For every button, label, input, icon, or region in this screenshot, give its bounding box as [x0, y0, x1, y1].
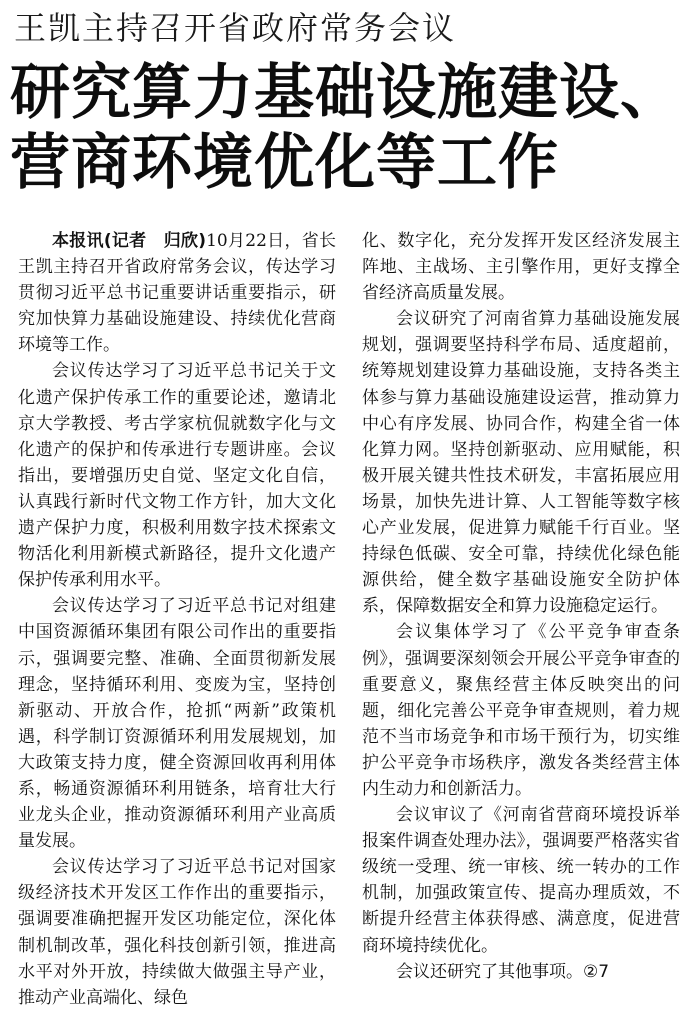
subheadline: 王凯主持召开省政府常务会议 — [14, 9, 457, 47]
paragraph-fair-competition: 会议集体学习了《公平竞争审查条例》，强调要深刻领会开展公平竞争审查的重要意义，聚焦经营主体反映突出的问题，细化完善公平竞争审查规则，着力规范不当市场竞争和市场干预行为，切实维护公平竞争市场秩序，激发各类经营主体内生动力和创新活力。 — [362, 622, 680, 799]
paragraph-resource-recycling: 会议传达学习了习近平总书记对组建中国资源循环集团有限公司作出的重要指示，强调要完整、准确、全面贯彻新发展理念，坚持循环利用、变废为宝，坚持创新驱动、开放合作，抢抓“两新”政策机遇，科学制订资源循环利用发展规划，加大政策支持力度，健全资源回收再利用体系，畅通资源循环利用链条，培育壮大行业龙头企业，推动资源循环利用产业高质量发展。 — [18, 596, 336, 852]
article-column-left — [18, 228, 336, 1011]
article-column-right — [362, 228, 680, 985]
paragraph-lead — [18, 228, 336, 358]
paragraph-business-environment: 会议审议了《河南省营商环境投诉举报案件调查处理办法》，强调要严格落实省级统一受理、统一审核、统一转办的工作机制，加强政策宣传、提高办理质效，不断提升经营主体获得感、满意度，促进营商环境持续优化。 — [362, 805, 680, 956]
headline-line-2: 营商环境优化等工作 — [10, 128, 559, 198]
byline: 本报讯(记者 归欣) — [52, 231, 207, 251]
headline-line-1: 研究算力基础设施建设、 — [10, 58, 681, 128]
paragraph-closing — [362, 959, 680, 985]
headline — [10, 58, 681, 198]
paragraph-cultural-heritage: 会议传达学习了习近平总书记关于文化遗产保护传承工作的重要论述，邀请北京大学教授、考古学家杭侃就数字化与文化遗产的保护和传承进行专题讲座。会议指出，要增强历史自觉、坚定文化自信，认真践行新时代文物工作方针，加大文化遗产保护力度，积极利用数字技术探索文物活化利用新模式新路径，提升文化遗产保护传承利用水平。 — [18, 361, 336, 591]
paragraph-computing-infrastructure: 会议研究了河南省算力基础设施发展规划，强调要坚持科学布局、适度超前，统筹规划建设算力基础设施，支持各类主体参与算力基础设施建设运营，推动算力中心有序发展、协同合作，构建全省一体化算力网。坚持创新驱动、应用赋能，积极开展关键共性技术研发，丰富拓展应用场景，加快先进计算、人工智能等数字核心产业发展，促进算力赋能千行百业。坚持绿色低碳、安全可靠，持续优化绿色能源供给，健全数字基础设施安全防护体系，保障数据安全和算力设施稳定运行。 — [362, 309, 680, 617]
paragraph-development-zones: 会议传达学习了习近平总书记对国家级经济技术开发区工作作出的重要指示，强调要准确把握开发区功能定位，深化体制机制改革，强化科技创新引领，推进高水平对外开放，持续做大做强主导产业，推动产业高端化、绿色 — [18, 857, 336, 1008]
paragraph-development-zones-continued: 化、数字化，充分发挥开发区经济发展主阵地、主战场、主引擎作用，更好支撑全省经济高质量发展。 — [362, 231, 680, 304]
paragraph-lead-text: 10月22日，省长王凯主持召开省政府常务会议，传达学习贯彻习近平总书记重要讲话重要指示，研究加快算力基础设施建设、持续优化营商环境等工作。 — [18, 231, 337, 356]
closing-text: 会议还研究了其他事项。 — [396, 961, 583, 982]
editor-code: ②7 — [583, 961, 610, 982]
